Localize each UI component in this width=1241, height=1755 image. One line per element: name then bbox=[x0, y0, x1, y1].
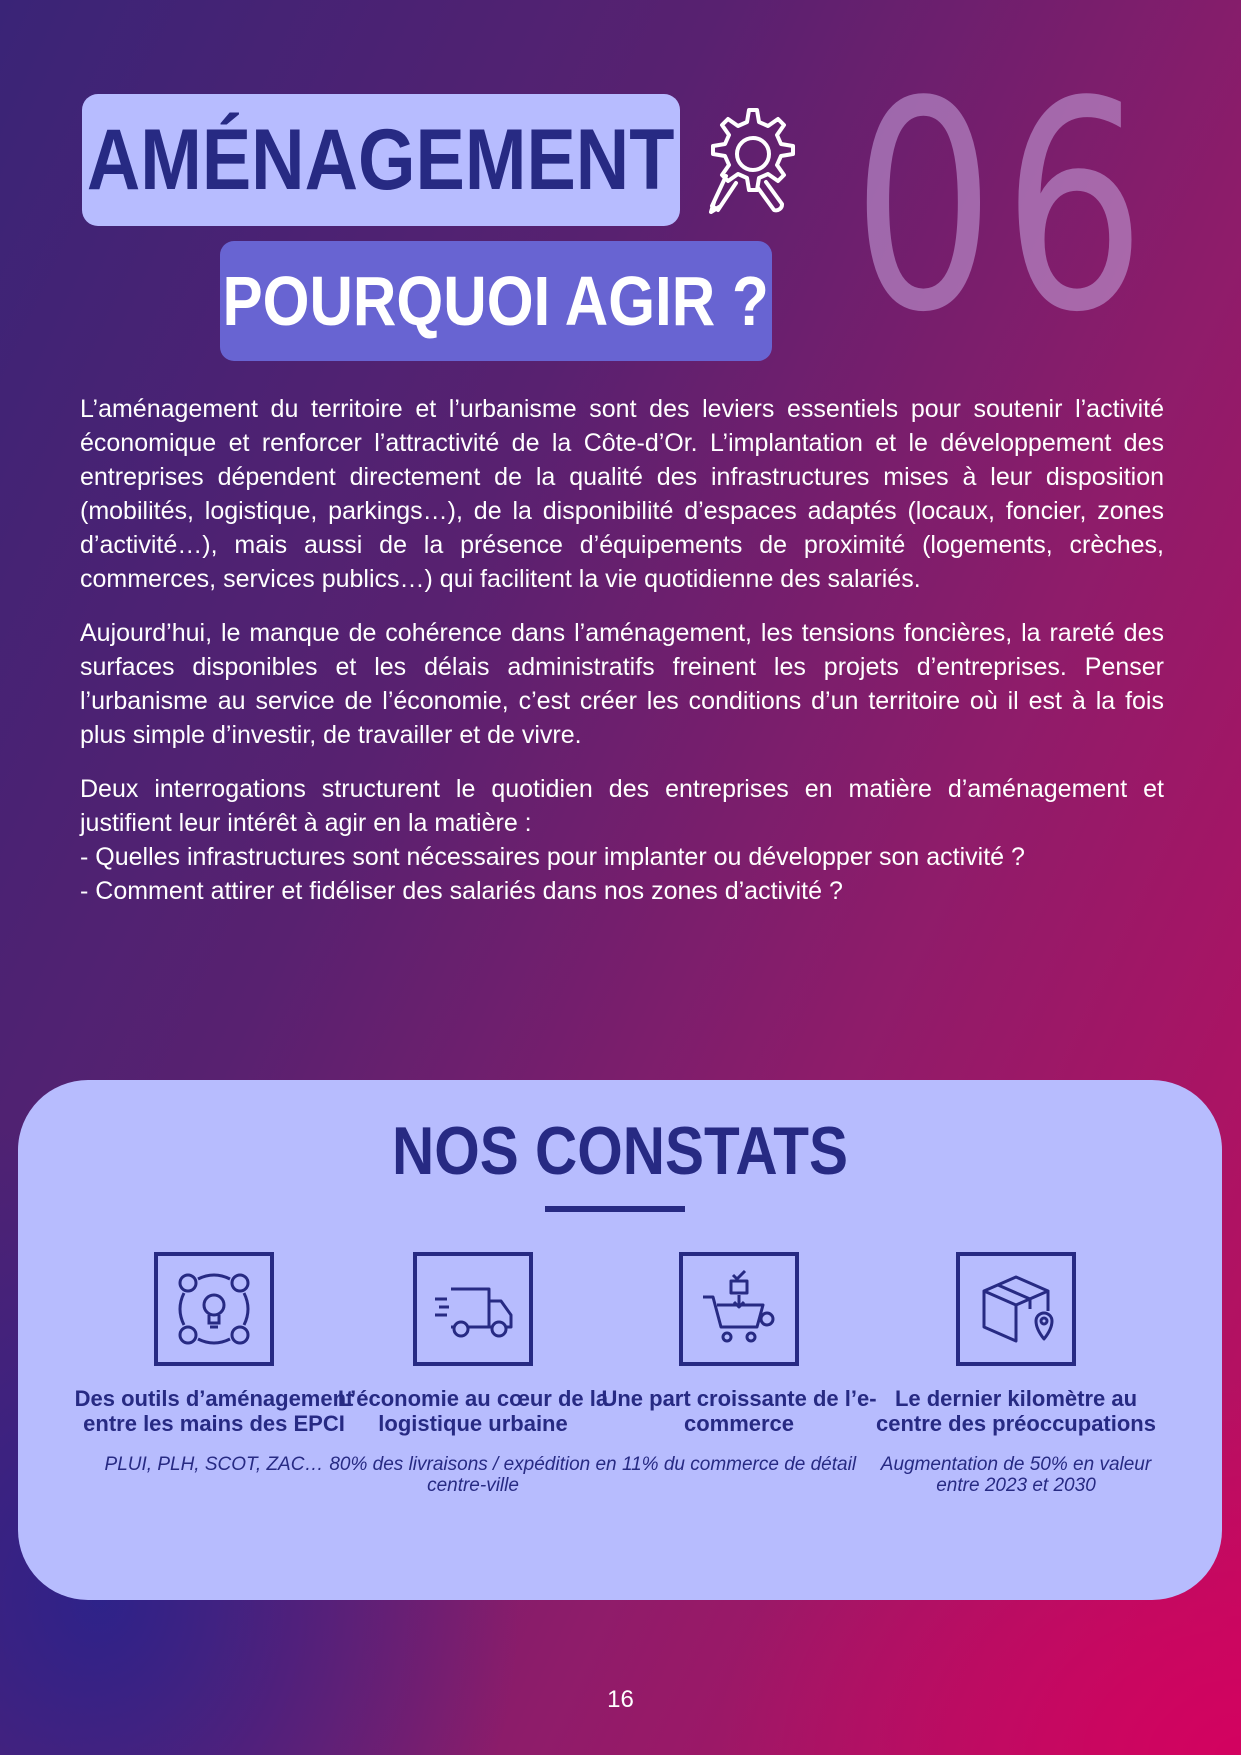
constat-note: 80% des livraisons / expédition en centre-ville bbox=[329, 1454, 617, 1496]
page-number: 16 bbox=[607, 1686, 634, 1713]
constat-label: Le dernier kilomètre au centre des préoccupations bbox=[876, 1386, 1156, 1436]
network-lightbulb-icon bbox=[172, 1267, 256, 1351]
paragraph: L’aménagement du territoire et l’urbanisme sont des leviers essentiels pour soutenir l’activité économique et renforcer l’attractivité de la Côte-d’Or. L’implantation et le développement des entreprises dépendent directement de la qualité des infrastructures mises à leur disposition (mobilités, logistique, parkings…), de la disponibilité d’espaces adaptés (locaux, foncier, zones d’activité…), mais aussi de la présence d’équipements de proximité (logements, crèches, commerces, services publics…) qui facilitent la vie quotidienne des salariés. bbox=[80, 395, 1164, 593]
constat-label: L’économie au cœur de la logistique urbaine bbox=[337, 1386, 609, 1436]
constats-title: NOS CONSTATS bbox=[392, 1113, 848, 1189]
parcel-location-icon bbox=[974, 1267, 1058, 1351]
subtitle-banner bbox=[220, 241, 772, 361]
constat-label: Une part croissante de l’e-commerce bbox=[601, 1386, 877, 1436]
constat-item bbox=[594, 1252, 884, 1475]
icon-frame bbox=[413, 1252, 533, 1366]
paragraph: Aujourd’hui, le manque de cohérence dans l’aménagement, les tensions foncières, la rareté des surfaces disponibles et les délais administratifs freinent les projets d’entreprises. Penser l’urbanisme au service de l’économie, c’est créer les conditions d’un territoire où il est à la fois plus simple d’investir, de travailler et de vivre. bbox=[80, 619, 1164, 749]
constat-label: Des outils d’aménagement entre les mains des EPCI bbox=[74, 1386, 354, 1436]
shopping-cart-icon bbox=[697, 1267, 781, 1351]
constat-item bbox=[69, 1252, 359, 1475]
section-number: 06 bbox=[852, 40, 1154, 375]
page-subtitle: POURQUOI AGIR ? bbox=[222, 262, 770, 340]
delivery-truck-icon bbox=[431, 1267, 515, 1351]
constat-note: Augmentation de 50% en valeur entre 2023 et 2030 bbox=[880, 1454, 1152, 1496]
icon-frame bbox=[154, 1252, 274, 1366]
constat-item bbox=[871, 1252, 1161, 1496]
gear-pencil-wrench-icon bbox=[696, 102, 802, 218]
constat-note: 11% du commerce de détail bbox=[621, 1454, 857, 1475]
title-underline bbox=[545, 1206, 685, 1212]
constats-panel bbox=[18, 1080, 1222, 1600]
constat-item bbox=[328, 1252, 618, 1496]
icon-frame bbox=[956, 1252, 1076, 1366]
question-item: - Quelles infrastructures sont nécessaires pour implanter ou développer son activité ? bbox=[80, 843, 1025, 871]
paragraph: Deux interrogations structurent le quotidien des entreprises en matière d’aménagement et justifient leur intérêt à agir en la matière : bbox=[80, 775, 1164, 837]
constat-note: PLUI, PLH, SCOT, ZAC… bbox=[104, 1454, 324, 1475]
body-text bbox=[80, 392, 1164, 908]
page-title: AMÉNAGEMENT bbox=[87, 111, 675, 208]
question-item: - Comment attirer et fidéliser des salariés dans nos zones d’activité ? bbox=[80, 877, 843, 905]
icon-frame bbox=[679, 1252, 799, 1366]
title-banner bbox=[82, 94, 680, 226]
